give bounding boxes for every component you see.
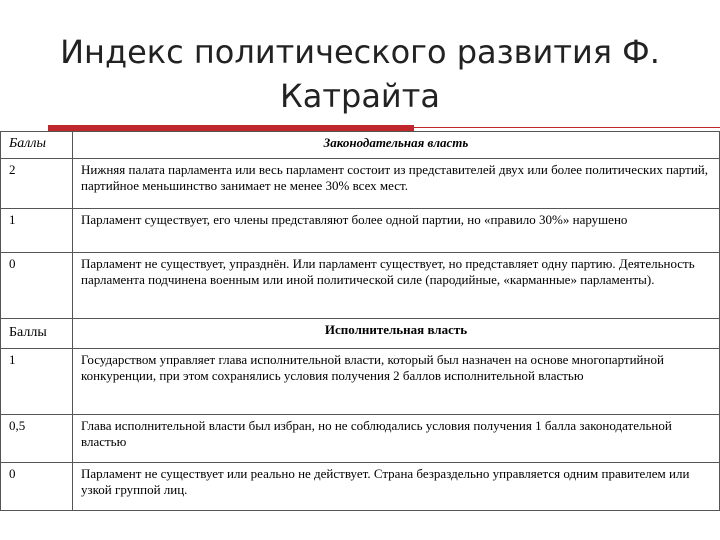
score-value: 2 bbox=[1, 159, 73, 209]
criterion-text: Парламент не существует, упразднён. Или парламент существует, но представляет одну партию. Деятельность парламента подчинена военным или иной политической силе (пародийные, «карманные» парламенты). bbox=[73, 253, 720, 319]
criterion-text: Парламент существует, его члены представляют более одной партии, но «правило 30%» нарушено bbox=[73, 209, 720, 253]
section-header-executive: Исполнительная власть bbox=[73, 319, 720, 349]
score-value: 1 bbox=[1, 349, 73, 415]
table-row bbox=[1, 159, 720, 209]
score-value: 1 bbox=[1, 209, 73, 253]
score-column-header: Баллы bbox=[1, 319, 73, 349]
accent-line bbox=[414, 127, 720, 128]
table-row bbox=[1, 463, 720, 511]
table-header-row bbox=[1, 132, 720, 159]
index-table bbox=[0, 131, 720, 511]
criterion-text: Нижняя палата парламента или весь парламент состоит из представителей двух или более политических партий, партийное меньшинство занимает не менее 30% всех мест. bbox=[73, 159, 720, 209]
criterion-text: Глава исполнительной власти был избран, но не соблюдались условия получения 1 балла законодательной властью bbox=[73, 415, 720, 463]
criterion-text: Парламент не существует или реально не действует. Страна безраздельно управляется одним правителем или узкой группой лиц. bbox=[73, 463, 720, 511]
score-value: 0 bbox=[1, 253, 73, 319]
score-value: 0,5 bbox=[1, 415, 73, 463]
table-row bbox=[1, 349, 720, 415]
table-header-row bbox=[1, 319, 720, 349]
table-row bbox=[1, 209, 720, 253]
score-column-header: Баллы bbox=[1, 132, 73, 159]
score-value: 0 bbox=[1, 463, 73, 511]
page-title: Индекс политического развития Ф. Катрайта bbox=[60, 33, 660, 115]
table-row bbox=[1, 253, 720, 319]
criterion-text: Государством управляет глава исполнительной власти, который был назначен на основе многопартийной конкуренции, при этом сохранялись условия получения 2 баллов исполнительной властью bbox=[73, 349, 720, 415]
table-row bbox=[1, 415, 720, 463]
section-header-legislative: Законодательная власть bbox=[73, 132, 720, 159]
